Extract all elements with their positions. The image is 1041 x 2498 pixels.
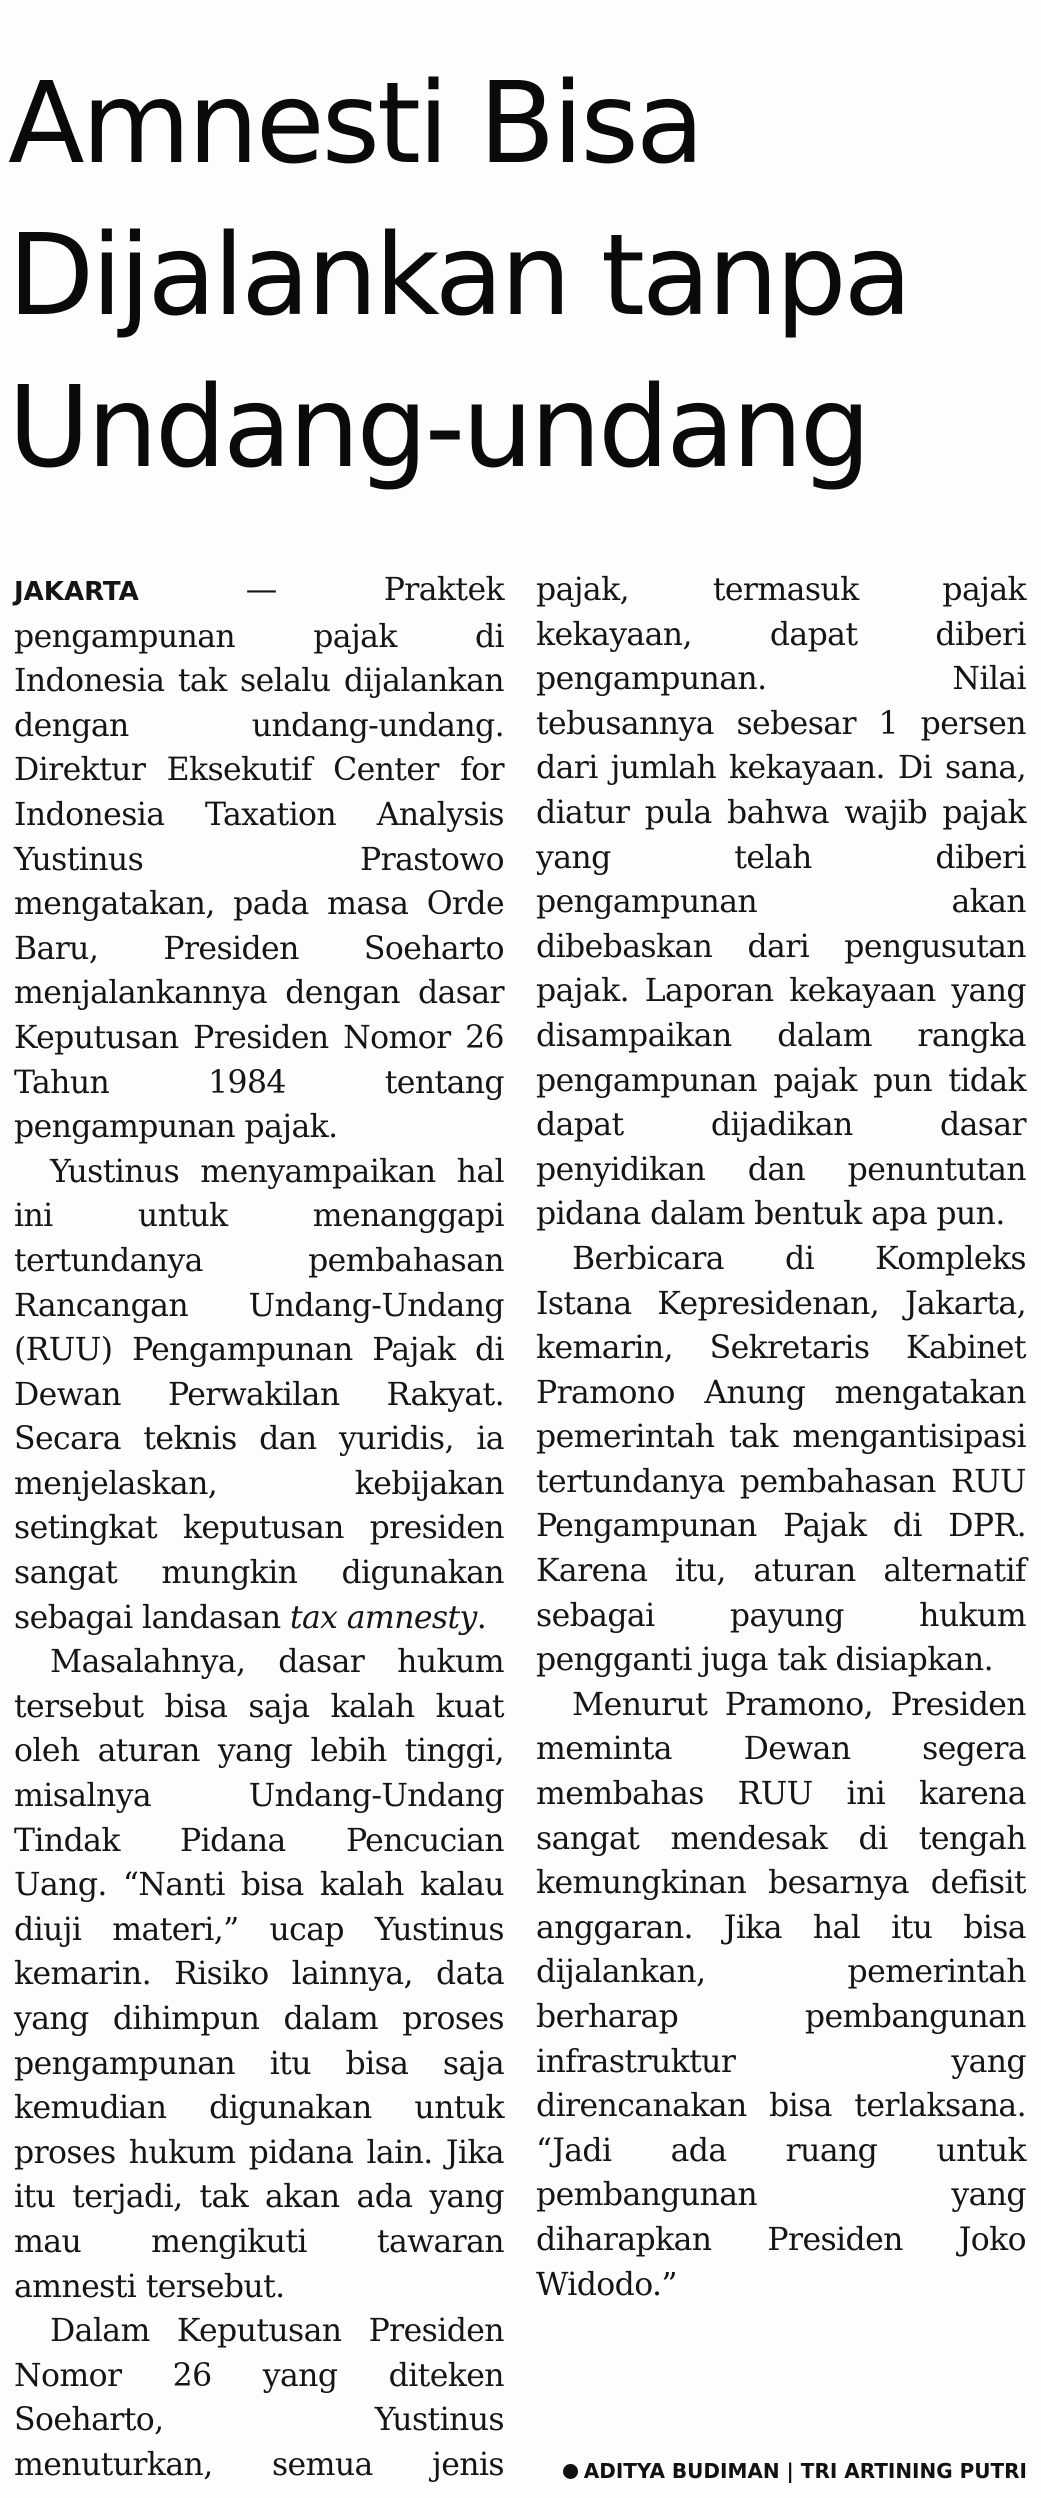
paragraph-2-text: Yustinus menyampaikan hal ini untuk menanggapi tertundanya pembahasan Rancangan Undang-Undang (RUU) Pengampunan Pajak di Dewan Perwakilan Rakyat. Secara teknis dan yuridis, ia menjelaskan, kebijakan setingkat keputusan presiden sangat mungkin digunakan sebagai landasan <box>14 1153 504 1636</box>
dateline-dash: — <box>138 572 384 608</box>
article-headline <box>8 48 1008 504</box>
headline-line-2: Dijalankan tanpa <box>8 211 910 341</box>
paragraph-1-text: Praktek pengampunan pajak di Indonesia tak selalu dijalankan dengan undang-undang. Direktur Eksekutif Center for Indonesia Taxation Analysis Yustinus Prastowo mengatakan, pada masa Orde Baru, Presiden Soeharto menjalankannya dengan dasar Keputusan Presiden Nomor 26 Tahun 1984 tentang pengampunan pajak. <box>14 572 504 1146</box>
paragraph-2 <box>14 1150 504 1641</box>
italic-term: tax amnesty <box>289 1599 477 1636</box>
paragraph-5: Berbicara di Kompleks Istana Kepresidenan, Jakarta, kemarin, Sekretaris Kabinet Pramono Anung mengatakan pemerintah tak mengantisipasi tertundanya pembahasan RUU Pengampunan Pajak di DPR. Karena itu, aturan alternatif sebagai payung hukum pengganti juga tak disiapkan. <box>536 1240 1026 1679</box>
bullet-icon <box>563 2464 578 2479</box>
headline-line-3: Undang-undang <box>8 363 868 493</box>
paragraph-1 <box>14 568 504 1150</box>
paragraph-3: Masalahnya, dasar hukum tersebut bisa saja kalah kuat oleh aturan yang lebih tinggi, misalnya Undang-Undang Tindak Pidana Pencucian Uang. “Nanti bisa kalah kalau diuji materi,” ucap Yustinus kemarin. Risiko lainnya, data yang dihimpun dalam proses pengampunan itu bisa saja kemudian digunakan untuk proses hukum pidana lain. Jika itu terjadi, tak akan ada yang mau mengikuti tawaran amnesti tersebut. <box>14 1644 504 2305</box>
byline-text: ADITYA BUDIMAN | TRI ARTINING PUTRI <box>583 2459 1027 2483</box>
headline-line-1: Amnesti Bisa <box>8 59 702 189</box>
paragraph-2-end: . <box>476 1599 487 1636</box>
article-byline <box>563 2459 1027 2483</box>
paragraph-4: Dalam Keputusan Presiden Nomor 26 yang diteken Soeharto, Yustinus menuturkan, semua jenis pajak, termasuk pajak kekayaan, dapat diberi pengampunan. Nilai tebusannya sebesar 1 persen dari jumlah kekayaan. Di sana, diatur pula bahwa wajib pajak yang telah diberi pengampunan akan dibebaskan dari pengusutan pajak. Laporan kekayaan yang disampaikan dalam rangka pengampunan pajak pun tidak dapat dijadikan dasar penyidikan dan penuntutan pidana dalam bentuk apa pun. <box>14 572 1026 2483</box>
paragraph-6: Menurut Pramono, Presiden meminta Dewan segera membahas RUU ini karena sangat mendesak di tengah kemungkinan besarnya defisit anggaran. Jika hal itu bisa dijalankan, pemerintah berharap pembangunan infrastruktur yang direncanakan bisa terlaksana. “Jadi ada ruang untuk pembangunan yang diharapkan Presiden Joko Widodo.” <box>536 1686 1026 2303</box>
dateline: JAKARTA <box>14 577 139 607</box>
article-body <box>14 568 1026 2498</box>
